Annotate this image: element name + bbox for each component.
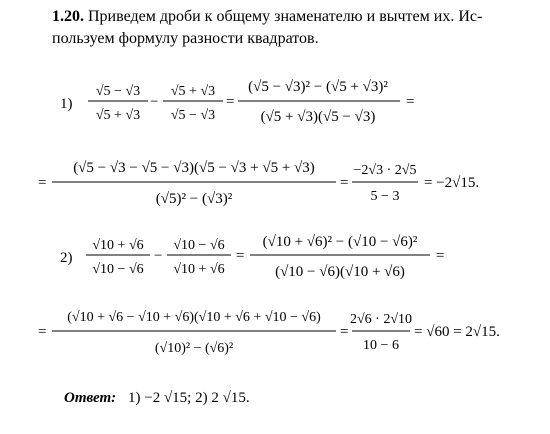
p1l1-f2-den: √5 − √3 [170, 108, 216, 123]
p2l2-f1-num: (√10 + √6 − √10 + √6)(√10 + √6 + √10 − √6) [67, 310, 321, 325]
p1l2-f2-num: −2√3 · 2√5 [353, 163, 417, 178]
minus-sign: − [150, 94, 159, 110]
equals-sign: = [340, 324, 349, 340]
p2l1-f1-num: √10 + √6 [92, 238, 144, 253]
p1l2-f1-num: (√5 − √3 − √5 − √3)(√5 − √3 + √5 + √3) [73, 160, 315, 176]
p2l2-f1-den: (√10)² − (√6)² [154, 341, 234, 356]
p1-result: = −2√15. [424, 175, 480, 191]
p2l1-f3-den: (√10 − √6)(√10 + √6) [275, 264, 405, 280]
answer-text: 1) −2 √15; 2) 2 √15. [128, 390, 250, 406]
equals-sign: = [226, 94, 235, 110]
p1l2-f2-den: 5 − 3 [370, 189, 400, 204]
p1l1-f3-den: (√5 + √3)(√5 − √3) [260, 109, 376, 125]
p2l1-f1-den: √10 − √6 [92, 262, 144, 277]
p1l1-f1-num: √5 − √3 [95, 84, 141, 99]
p2l1-f2-num: √10 − √6 [173, 238, 225, 253]
p1l1-f3-num: (√5 − √3)² − (√5 + √3)² [248, 79, 388, 95]
part2-label: 2) [60, 250, 73, 266]
answer-label: Ответ: [64, 390, 117, 406]
problem-number: 1.20. [52, 8, 84, 25]
equals-sign: = [38, 175, 47, 191]
p1l2-f1-den: (√5)² − (√3)² [155, 191, 233, 207]
p2l2-f2-num: 2√6 · 2√10 [349, 312, 413, 327]
equals-sign: = [236, 248, 245, 264]
equals-sign: = [38, 324, 47, 340]
p2l1-f3-num: (√10 + √6)² − (√10 − √6)² [262, 234, 418, 250]
problem-text-2: пользуем формулу разности квадратов. [52, 30, 319, 47]
p1l1-f2-num: √5 + √3 [170, 84, 216, 99]
p1l1-f1-den: √5 + √3 [95, 108, 141, 123]
p2l1-f2-den: √10 + √6 [173, 262, 225, 277]
equals-sign: = [406, 94, 415, 110]
part1-label: 1) [60, 96, 73, 112]
problem-text-1: Приведем дроби к общему знаменателю и вычтем их. Ис- [88, 8, 483, 25]
minus-sign: − [154, 248, 163, 264]
p2l2-f2-den: 10 − 6 [363, 338, 399, 353]
p2-result: = √60 = 2√15. [414, 324, 500, 340]
equals-sign: = [436, 248, 445, 264]
equals-sign: = [340, 175, 349, 191]
